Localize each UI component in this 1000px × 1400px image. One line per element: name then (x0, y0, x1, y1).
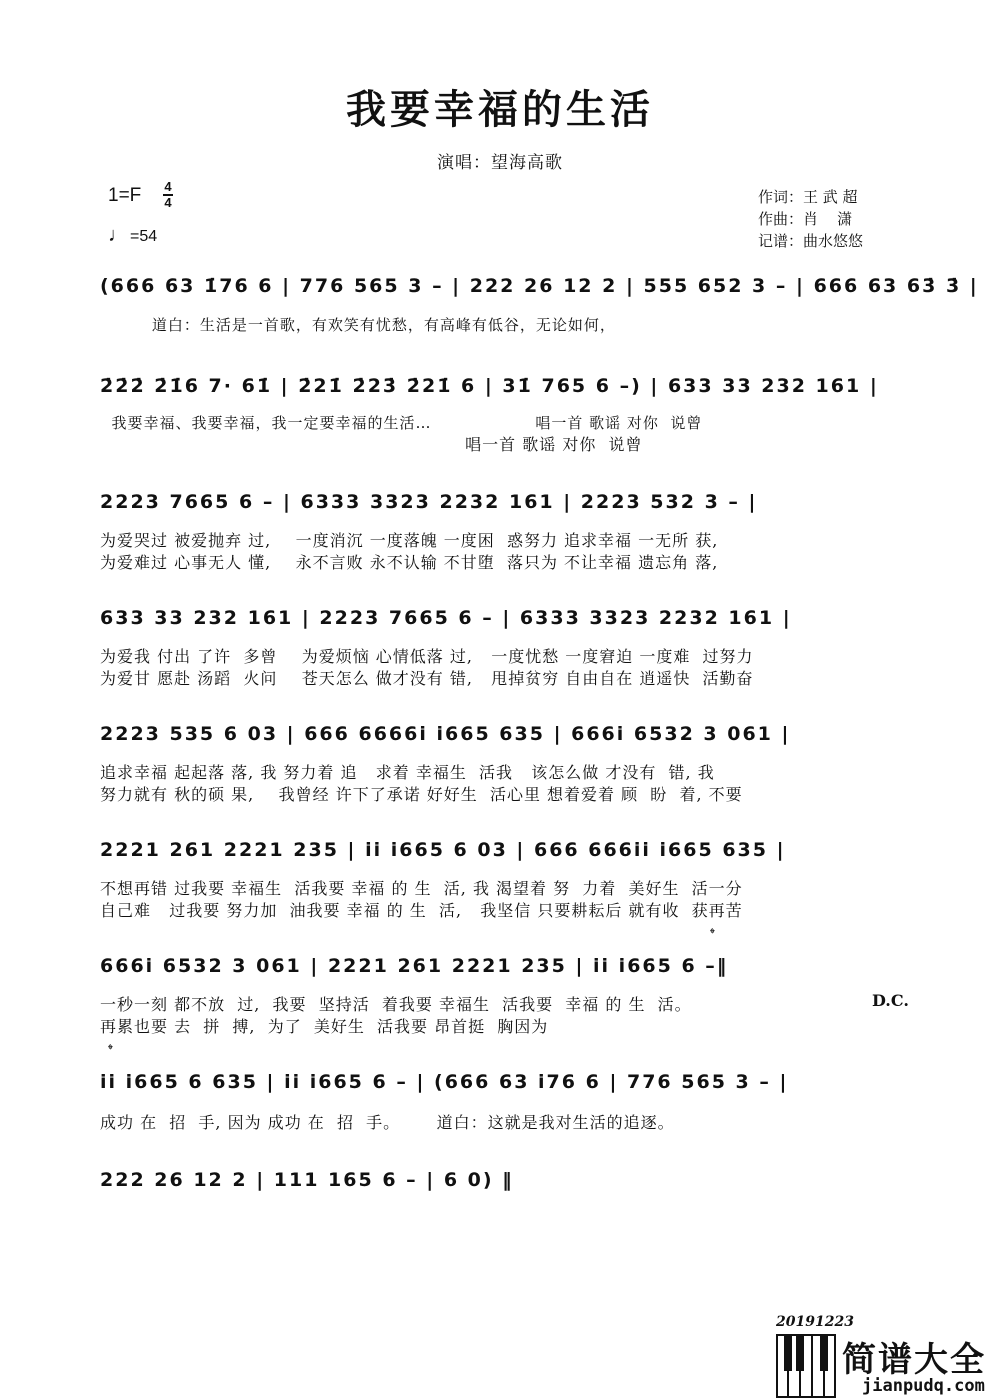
tempo-value: =54 (130, 228, 158, 245)
coda-sign-icon: 𝄌 (710, 926, 715, 942)
quarter-note-icon: ♩ (108, 224, 128, 246)
lyric-line: 为爱我 付出 了许 多曾 为爱烦恼 心情低落 过, 一度忧愁 一度窘迫 一度难 过努力 (100, 647, 754, 666)
lyric-line: 唱一首 歌谣 对你 说曾 (100, 435, 643, 454)
song-title: 我要幸福的生活 (346, 86, 654, 133)
transcriber-credit: 记谱：曲水悠悠 (758, 232, 864, 250)
notation-line: ii i665 6 635 | ii i665 6 – | (666 63 i76 6 | 776 565 3 – | (100, 1071, 789, 1093)
brand-url: jianpudq.com (862, 1376, 985, 1396)
notation-line: 633 33 232 161 | 2223 7665 6 – | 6333 3323 2232 161 | (100, 607, 792, 629)
lyric-line: 成功 在 招 手, 因为 成功 在 招 手。 道白：这就是我对生活的追逐。 (100, 1113, 675, 1132)
lyric-line: 道白：生活是一首歌，有欢笑有忧愁，有高峰有低谷，无论如何， (100, 316, 616, 334)
time-signature (163, 180, 173, 210)
notation-line: 2221 261 2221 235 | ii i665 6 03 | 666 666ii i665 635 | (100, 839, 786, 861)
lyric-line: 追求幸福 起起落 落, 我 努力着 追 求着 幸福生 活我 该怎么做 才没有 错, 我 (100, 763, 715, 782)
time-signature-bottom: 4 (164, 194, 172, 210)
credits (758, 186, 863, 252)
notation-line: 666i 6532 3 061 | 2221 261 2221 235 | ii i665 6 –‖ (100, 955, 729, 977)
lyric-line: 自己难 过我要 努力加 油我要 幸福 的 生 活, 我坚信 只要耕耘后 就有收 获再苦 (100, 901, 743, 920)
lyric-line: 不想再错 过我要 幸福生 活我要 幸福 的 生 活, 我 渴望着 努 力着 美好生 活一分 (100, 879, 743, 898)
performer-line: 演唱：望海高歌 (437, 153, 563, 173)
lyric-line: 一秒一刻 都不放 过, 我要 坚持活 着我要 幸福生 活我要 幸福 的 生 活。 (100, 995, 692, 1014)
lyric-line: 我要幸福、我要幸福，我一定要幸福的生活… 唱一首 歌谣 对你 说曾 (100, 414, 703, 432)
piano-keys-icon (776, 1334, 836, 1398)
time-signature-top: 4 (164, 179, 172, 194)
key-signature: 1=F (108, 185, 142, 206)
composer-credit: 作曲：肖 潇 (758, 210, 853, 228)
lyricist-credit: 作词：王 武 超 (758, 188, 858, 206)
site-logo (776, 1334, 1000, 1400)
tempo-marking (108, 224, 157, 247)
brand-name: 简谱大全 (842, 1340, 986, 1380)
dc-marking: D.C. (872, 991, 909, 1010)
notation-line: 2223 7665 6 – | 6333 3323 2232 161 | 2223 532 3 – | (100, 491, 758, 513)
notation-line: 222 26 12 2 | 111 165 6 – | 6 0) ‖ (100, 1169, 514, 1191)
coda-sign-icon: 𝄌 (108, 1042, 113, 1058)
date-stamp: 20191223 (776, 1314, 854, 1330)
lyric-line: 为爱难过 心事无人 懂, 永不言败 永不认输 不甘堕 落只为 不让幸福 遗忘角 落, (100, 553, 719, 572)
lyric-line: 努力就有 秋的硕 果, 我曾经 许下了承诺 好好生 活心里 想着爱着 顾 盼 着, 不要 (100, 785, 743, 804)
notation-line: 2223 535 6 03 | 666 6666i i665 635 | 666i 6532 3 061 | (100, 723, 791, 745)
lyric-line: 再累也要 去 拼 搏, 为了 美好生 活我要 昂首挺 胸因为 (100, 1017, 549, 1036)
lyric-line: 为爱甘 愿赴 汤蹈 火问 苍天怎么 做才没有 错, 甩掉贫穷 自由自在 逍遥快 活勤奋 (100, 669, 754, 688)
notation-line: (666 63 1̇76 6 | 776 565 3 – | 222 26 12 2 | 555 652 3 – | 666 63 63̇ 3̇ | (100, 275, 979, 297)
notation-line: 2̇2̇2̇ 2̇1̇6 7· 61̇ | 2̇21̇ 2̇23̇ 2̇21̇ 6 | 31̇ 765 6 –) | 633 33 232 161 | (100, 375, 879, 397)
lyric-line: 为爱哭过 被爱抛弃 过, 一度消沉 一度落魄 一度困 惑努力 追求幸福 一无所 获, (100, 531, 719, 550)
